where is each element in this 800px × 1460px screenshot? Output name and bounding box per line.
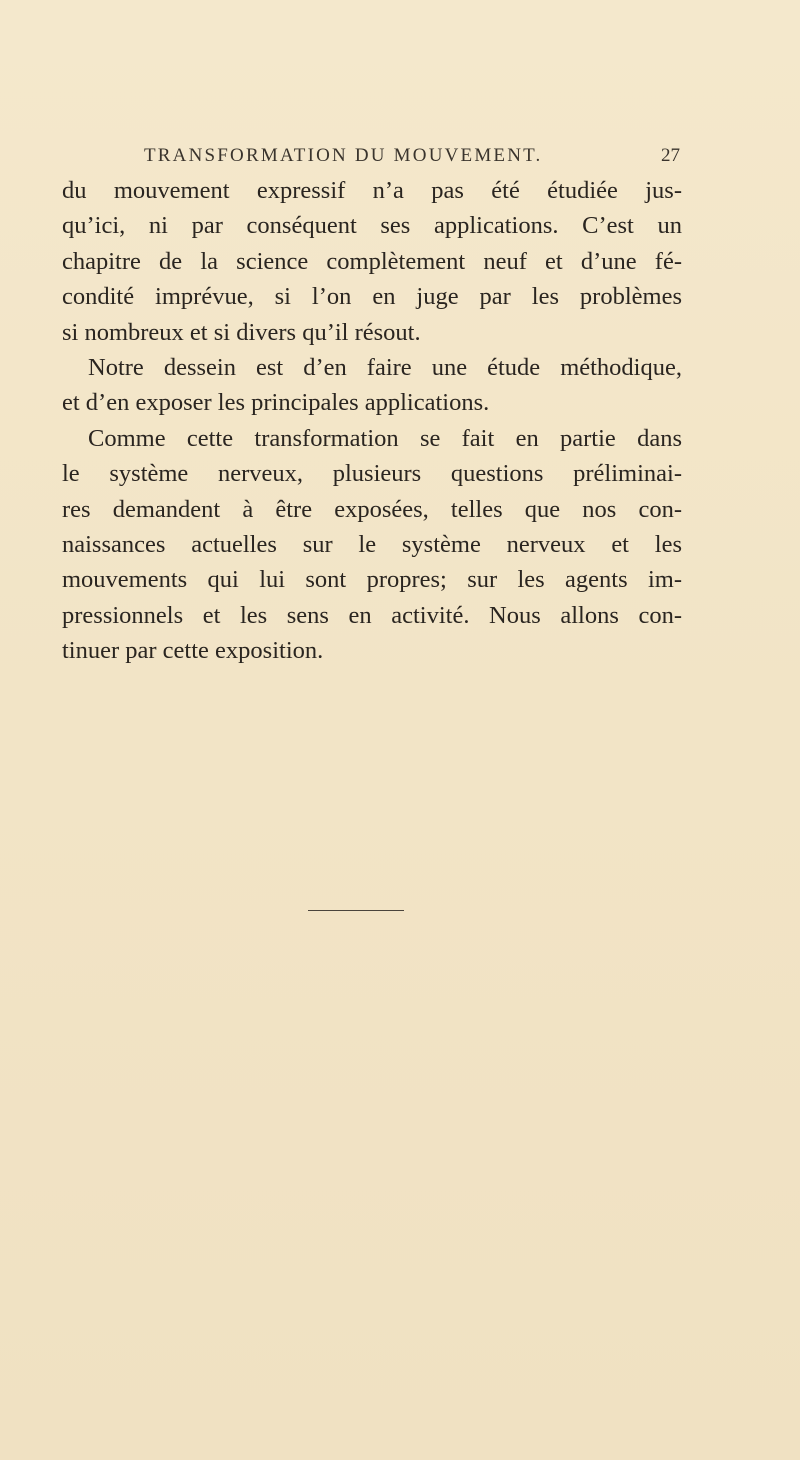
body-text (62, 173, 682, 668)
page-number: 27 (661, 145, 680, 166)
text-line: qu’ici, ni par conséquent ses applications. C’est un (62, 212, 682, 240)
text-line: chapitre de la science complètement neuf et d’une fé- (62, 247, 682, 275)
text-line: et d’en exposer les principales applications. (62, 389, 490, 417)
text-line: tinuer par cette exposition. (62, 637, 324, 665)
text-line: mouvements qui lui sont propres; sur les agents im- (62, 566, 682, 594)
running-title: TRANSFORMATION DU MOUVEMENT. (144, 145, 543, 166)
text-line: condité imprévue, si l’on en juge par les problèmes (62, 283, 682, 311)
text-line: Notre dessein est d’en faire une étude méthodique, (88, 353, 682, 381)
running-head (60, 145, 680, 175)
text-line: naissances actuelles sur le système nerveux et les (62, 530, 682, 558)
text-line: Comme cette transformation se fait en partie dans (88, 424, 682, 452)
text-line: res demandent à être exposées, telles que nos con- (62, 495, 682, 523)
text-line: si nombreux et si divers qu’il résout. (62, 318, 421, 346)
text-line: du mouvement expressif n’a pas été étudiée jus- (62, 177, 682, 204)
section-divider-rule (308, 910, 404, 911)
text-line: le système nerveux, plusieurs questions préliminai- (62, 460, 682, 488)
text-line: pressionnels et les sens en activité. Nous allons con- (62, 601, 682, 629)
